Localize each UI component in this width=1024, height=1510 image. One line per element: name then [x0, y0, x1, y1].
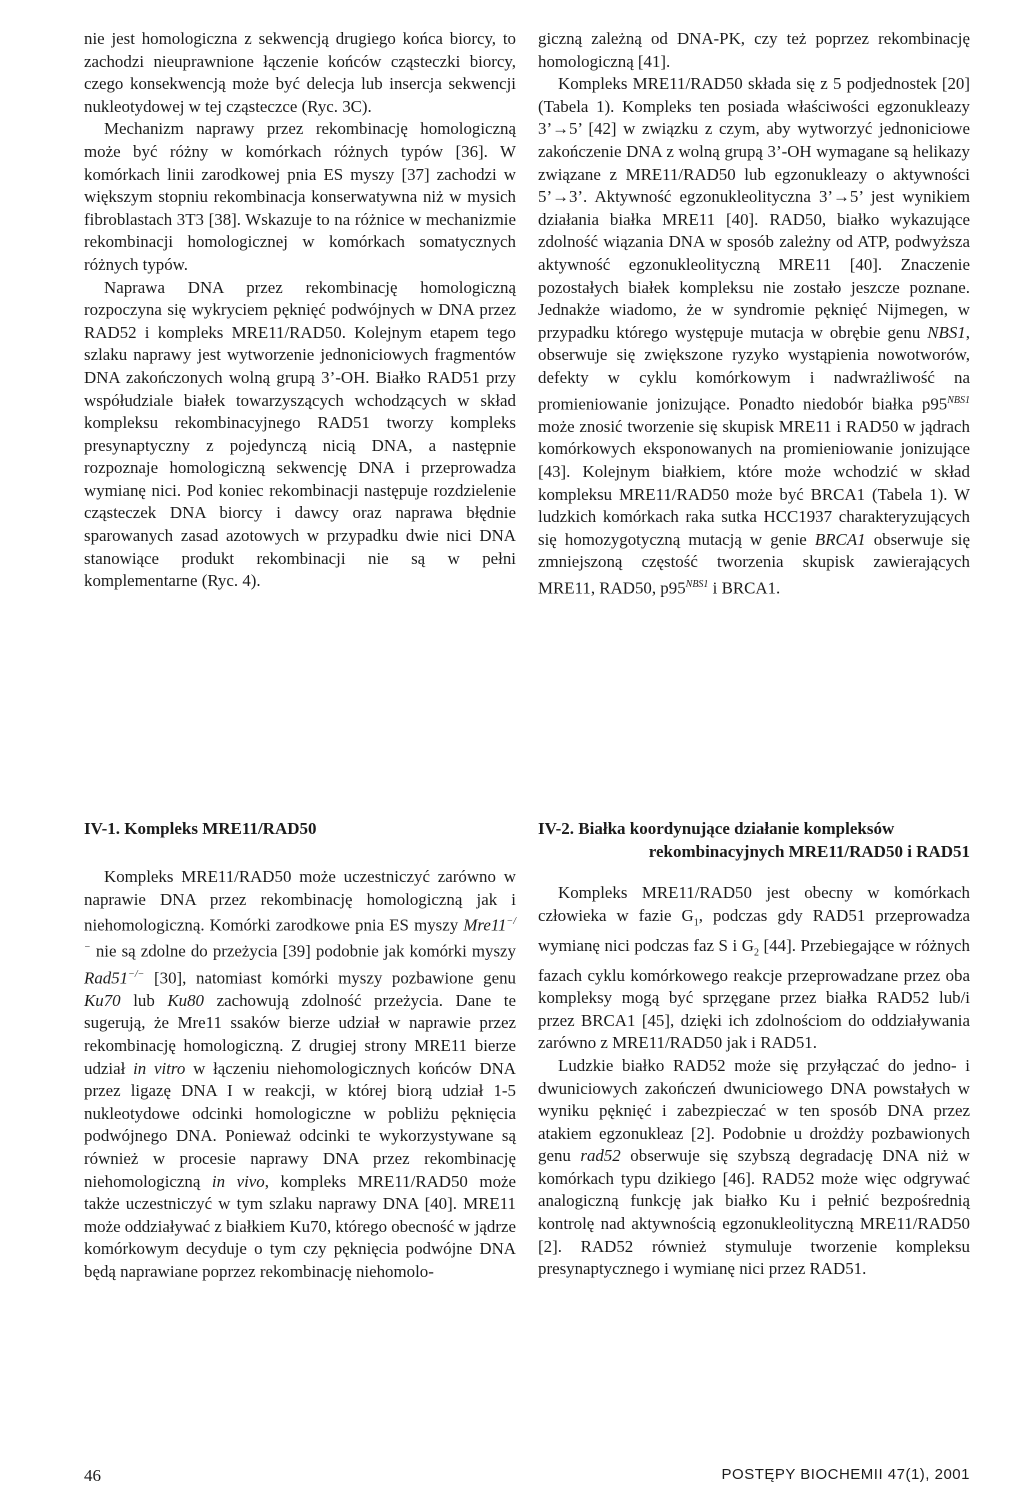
left-column — [84, 28, 516, 593]
superscript: NBS1 — [685, 578, 709, 590]
text-span: i BRCA1. — [708, 578, 781, 598]
text-span: może znosić tworzenie się skupisk MRE11 i RAD50 w jądrach komórkowych eksponowanych na promieniowanie jonizujące [43]. Kolejnym białkiem, które może wchodzić w skład kompleksu MRE11/RAD50 może być BRCA1 (Tabela 1). W ludzkich komórkach raka sutka HCC1937 charakteryzujących się homozygotyczną mutacją w genie — [538, 416, 970, 549]
superscript: −/− — [128, 968, 145, 980]
section-heading-iv2 — [538, 818, 970, 863]
gene-name: Ku80 — [167, 990, 204, 1010]
paragraph: nie jest homologiczna z sekwencją drugiego końca biorcy, to zachodzi nieuprawnione łączenie końców cząsteczki biorcy, czego konsekwencją może być delecja lub insercja sekwencji nukleotydowej w tej cząsteczce (Ryc. 3C). — [84, 29, 516, 116]
gene-name: rad52 — [580, 1146, 621, 1166]
paragraph — [538, 882, 970, 1055]
superscript: NBS1 — [947, 394, 970, 406]
latin-term: in vitro — [133, 1058, 186, 1078]
section-heading-iv1: IV-1. Kompleks MRE11/RAD50 — [84, 819, 317, 838]
gene-name: Ku70 — [84, 990, 121, 1010]
subscript: 2 — [753, 946, 759, 958]
paragraph: Mechanizm naprawy przez rekombinację homologiczną może być różny w komórkach różnych typów [36]. W komórkach linii zarodkowej pnia ES myszy [37] zachodzi w większym stopniu rekombinacja konserwatywna niż w mysich fibroblastach 3T3 [38]. Wskazuje to na różnice w mechanizmie rekombinacji homologicznej w komórkach somatycznych różnych typów. — [84, 119, 516, 274]
superscript: −/− — [84, 916, 516, 954]
text-span: Kompleks MRE11/RAD50 może uczestniczyć zarówno w naprawie DNA przez rekombinację homologiczną jak i niehomologiczną. Komórki zarodkowe pnia ES myszy — [84, 867, 516, 935]
section-iv1-body — [84, 866, 516, 1284]
gene-name: Mre11 — [463, 915, 507, 935]
section-iv2-body — [538, 882, 970, 1281]
subscript: 1 — [693, 916, 699, 928]
text-span: , kompleks MRE11/RAD50 może także uczestniczyć w tym szlaku naprawy DNA [40]. MRE11 może oddziaływać z białkiem Ku70, którego obecność w jądrze komórkowym decyduje o tym czy pęknięcia podwójne DNA będą naprawiane poprzez rekombinację niehomolo- — [84, 1171, 517, 1281]
text-span: w łączeniu niehomologicznych końców DNA przez ligazę DNA I w reakcji, w której biorą udział 1-5 nukleotydowe odcinki homologiczne w pobliżu pęknięcia podwójnego DNA. Ponieważ odcinki te wykorzystywane są również w procesie naprawy DNA przez rekombinację niehomologiczną — [84, 1058, 517, 1191]
page-number: 46 — [84, 1466, 101, 1485]
heading-line: rekombinacyjnych MRE11/RAD50 i RAD51 — [648, 841, 970, 861]
text-span: Kompleks MRE11/RAD50 jest obecny w komórkach człowieka w fazie G — [538, 883, 970, 925]
paragraph: giczną zależną od DNA-PK, czy też poprzez rekombinację homologiczną [41]. — [538, 29, 970, 71]
text-span: zachowują zdolność przeżycia. Dane te sugerują, że Mre11 ssaków bierze udział w naprawie przez rekombinację homologiczną. Z drugiej strony MRE11 bierze udział — [84, 990, 516, 1078]
paragraph: Naprawa DNA przez rekombinację homologiczną rozpoczyna się wykryciem pęknięć podwójnych w DNA przez RAD52 i kompleks MRE11/RAD50. Kolejnym etapem tego szlaku naprawy jest wytworzenie jednoniciowych fragmentów DNA zakończonych wolną grupą 3’-OH. Białko RAD51 przy współudziale białek towarzyszących wchodzących w skład kompleksu rekombinacyjnego RAD51 tworzy kompleks presynaptyczny z pojedynczą nicią DNA, a następnie rozpoznaje homologiczną sekwencję DNA i przeprowadza wymianę nici. Pod koniec rekombinacji następuje rozdzielenie cząsteczek DNA biorcy i dawcy oraz naprawa błędnie sparowanych zasad azotowych w przypadku dwie nici DNA stanowiące produkt rekombinacji nie są w pełni komplementarne (Ryc. 4). — [84, 277, 516, 591]
gene-name: Rad51 — [84, 968, 129, 988]
right-column — [538, 28, 970, 600]
text-span: obserwuje się zmniejszoną częstość tworzenia skupisk zawierających MRE11, RAD50, p95 — [538, 529, 970, 598]
paragraph — [538, 1055, 970, 1281]
heading-line: IV-2. Białka koordynujące działanie kompleksów — [538, 819, 895, 838]
text-span: Ludzkie białko RAD52 może się przyłączać do jedno- i dwuniciowych zakończeń dwuniciowego DNA powstałych w wyniku pęknięć i zabezpieczać w ten sposób DNA przez atakiem egzonukleaz [2]. Podobnie u drożdży pozbawionych genu — [538, 1055, 970, 1166]
gene-name: BRCA1 — [814, 529, 866, 549]
journal-footer: POSTĘPY BIOCHEMII 47(1), 2001 — [721, 1466, 970, 1483]
text-span: , podczas gdy RAD51 przeprowadza wymianę nici podczas faz S i G — [538, 905, 970, 955]
latin-term: in vivo — [211, 1171, 265, 1191]
text-span: lub — [120, 990, 168, 1010]
gene-name: NBS1 — [927, 322, 966, 342]
text-span: nie są zdolne do przeżycia [39] podobnie jak komórki myszy — [90, 942, 516, 962]
text-span: Kompleks MRE11/RAD50 składa się z 5 podjednostek [20] (Tabela 1). Kompleks ten posiada właściwości egzonukleazy 3’→5’ [42] w związku z czym, aby wytworzyć jednoniciowe zakończenie DNA z wolną grupą 3’-OH wymagane są helikazy związane z MRE11/RAD50 lub egzonukleazy o aktywności 5’→3’. Aktywność egzonukleolityczna 3’→5’ jest wynikiem działania białka MRE11 [40]. RAD50, białko wykazujące zdolność wiązania DNA w sposób zależny od ATP, podwyższa aktywność egzonukleolityczną MRE11 [40]. Znaczenie pozostałych białek kompleksu nie zostało jeszcze poznane. Jednakże wiadomo, że w syndromie pęknięć Nijmegen, w przypadku którego występuje mutacja w obrębie genu — [538, 74, 970, 342]
text-span: , obserwuje się zwiększone ryzyko wystąpienia nowotworów, defekty w cyklu komórkowym i nadwrażliwość na promieniowanie jonizujące. Ponadto niedobór białka p95 — [538, 322, 970, 414]
text-span: obserwuje się szybszą degradację DNA niż w komórkach typu dzikiego [46]. RAD52 może więc odgrywać analogiczną funkcję jak białko Ku i pełnić bezpośrednią kontrolę nad aktywnością egzonukleolityczną MRE11/RAD50 [2]. RAD52 również stymuluje tworzenie kompleksu presynaptycznego i wymianę nici przez RAD51. — [538, 1146, 970, 1279]
paragraph — [84, 866, 516, 1284]
text-span: [44]. Przebiegające w różnych fazach cyklu komórkowego reakcje przeprowadzane przez oba kompleksy mogą być sprzęgane przez białka RAD52 lub/i przez BRCA1 [45], dzięki ich zdolnościom do oddziaływania zarówno z MRE11/RAD50 jak i RAD51. — [538, 935, 971, 1053]
text-span: [30], natomiast komórki myszy pozbawione genu — [144, 968, 516, 988]
paragraph — [538, 73, 970, 600]
